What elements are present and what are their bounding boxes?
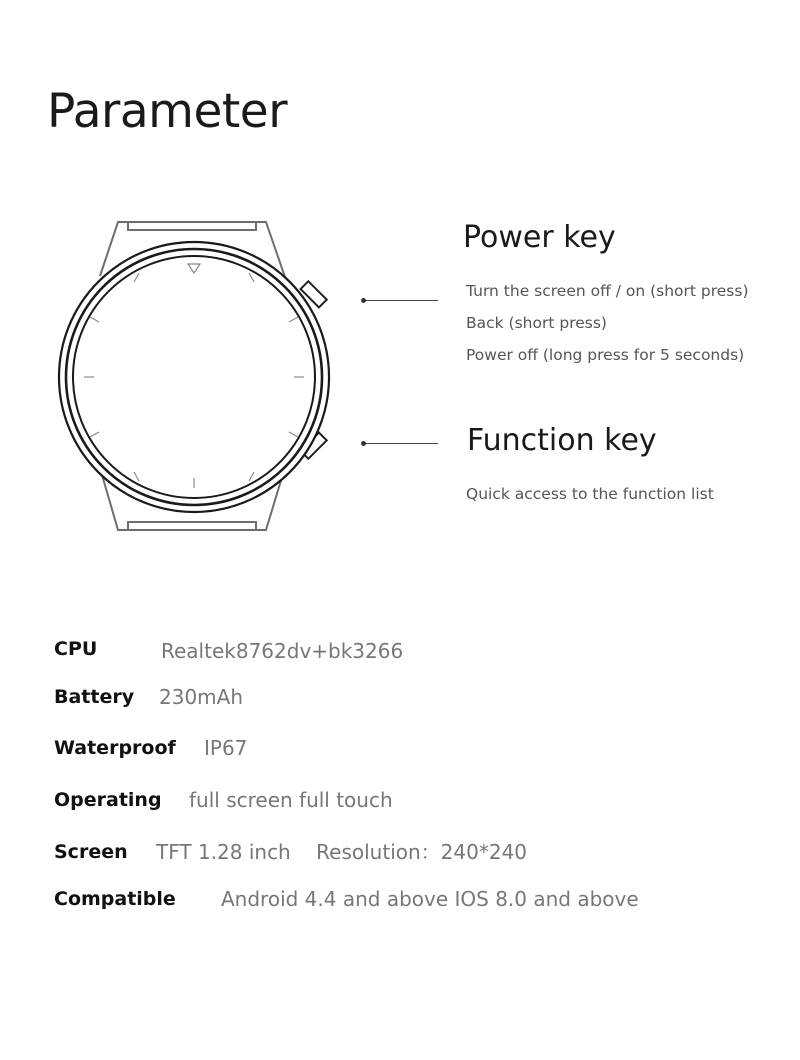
power-key-description: Turn the screen off / on (short press) <box>466 282 749 300</box>
page-title: Parameter <box>47 84 288 139</box>
power-key-title: Power key <box>463 220 616 255</box>
spec-label: Operating <box>54 789 162 811</box>
function-key-leader-line <box>363 443 438 444</box>
spec-label: Battery <box>54 686 135 708</box>
power-key-leader-line <box>363 300 438 301</box>
spec-value: Realtek8762dv+bk3266 <box>161 639 404 663</box>
spec-label: Compatible <box>54 888 176 910</box>
spec-value: IP67 <box>204 736 248 760</box>
function-key-description: Quick access to the function list <box>466 485 714 503</box>
power-key-description: Power off (long press for 5 seconds) <box>466 346 745 364</box>
spec-value: TFT 1.28 inch Resolution：240*240 <box>156 840 528 864</box>
power-key-description: Back (short press) <box>466 314 607 332</box>
smartwatch-illustration <box>48 210 348 540</box>
spec-label: Screen <box>54 841 128 863</box>
spec-value: Android 4.4 and above IOS 8.0 and above <box>221 887 639 911</box>
function-key-title: Function key <box>467 423 657 458</box>
spec-label: CPU <box>54 638 98 660</box>
watch-bezel <box>59 242 329 512</box>
spec-label: Waterproof <box>54 737 176 759</box>
spec-value: 230mAh <box>159 685 244 709</box>
spec-value: full screen full touch <box>189 788 393 812</box>
leader-dot-icon <box>361 298 366 303</box>
leader-dot-icon <box>361 441 366 446</box>
